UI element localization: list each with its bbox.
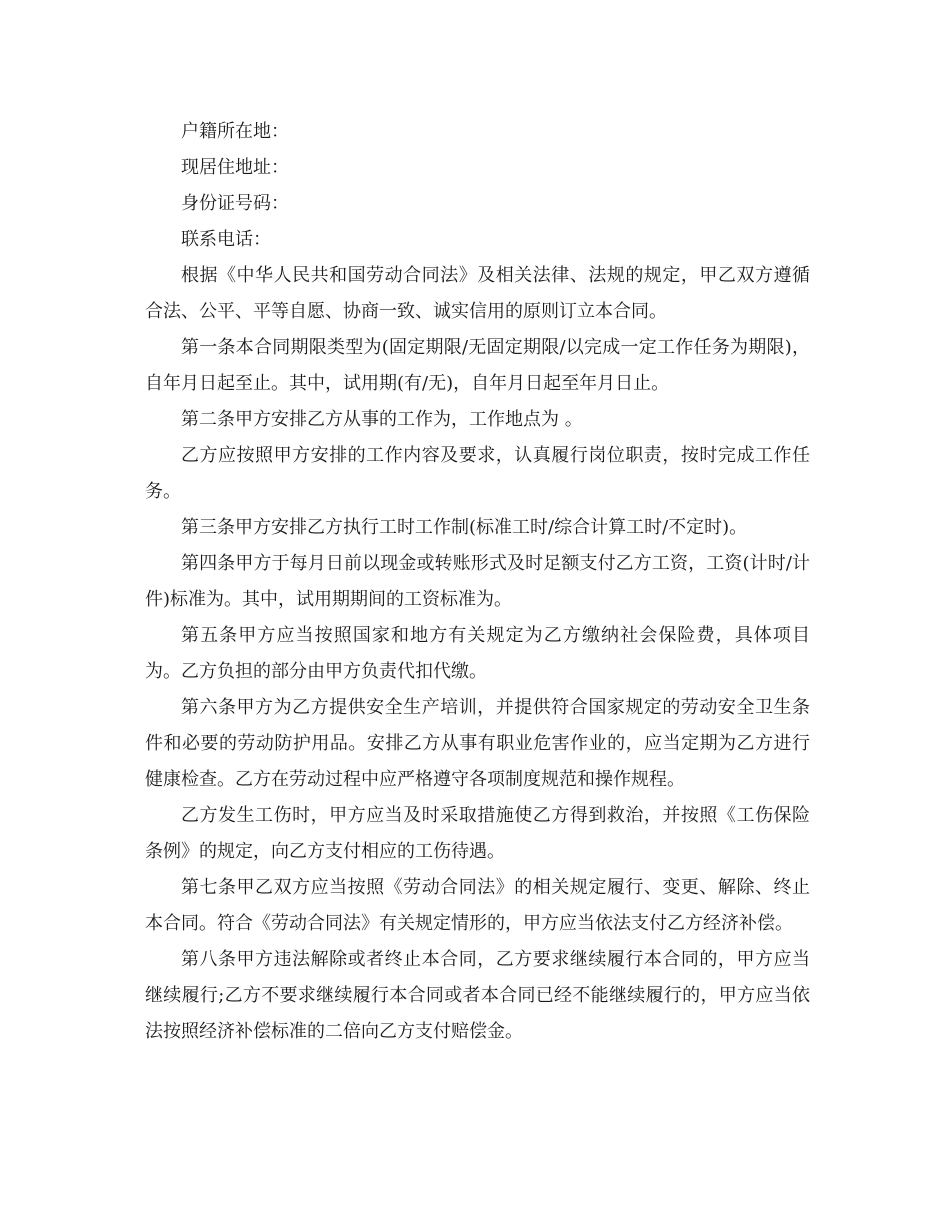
id-number-field: 身份证号码： <box>181 193 289 214</box>
article-2-duties-paragraph: 乙方应按照甲方安排的工作内容及要求，认真履行岗位职责，按时完成工作任务。 <box>145 445 810 502</box>
household-registration-field: 户籍所在地： <box>181 121 289 142</box>
contract-body <box>145 114 810 1050</box>
current-address-field: 现居住地址： <box>181 157 289 178</box>
article-1-paragraph: 第一条本合同期限类型为(固定期限/无固定期限/以完成一定工作任务为期限)，自年月日起至止。其中，试用期(有/无)，自年月日起至年月日止。 <box>145 337 810 394</box>
phone-field: 联系电话： <box>181 229 271 250</box>
article-8-paragraph: 第八条甲方违法解除或者终止本合同，乙方要求继续履行本合同的，甲方应当继续履行;乙方不要求继续履行本合同或者本合同已经不能继续履行的，甲方应当依法按照经济补偿标准的二倍向乙方支付赔偿金。 <box>145 949 810 1042</box>
article-5-paragraph: 第五条甲方应当按照国家和地方有关规定为乙方缴纳社会保险费，具体项目为。乙方负担的部分由甲方负责代扣代缴。 <box>145 625 810 682</box>
article-2-paragraph: 第二条甲方安排乙方从事的工作为，工作地点为 。 <box>181 409 583 430</box>
article-6-paragraph: 第六条甲方为乙方提供安全生产培训，并提供符合国家规定的劳动安全卫生条件和必要的劳动防护用品。安排乙方从事有职业危害作业的，应当定期为乙方进行健康检查。乙方在劳动过程中应严格遵守各项制度规范和操作规程。 <box>145 697 810 790</box>
article-7-paragraph: 第七条甲乙双方应当按照《劳动合同法》的相关规定履行、变更、解除、终止本合同。符合《劳动合同法》有关规定情形的，甲方应当依法支付乙方经济补偿。 <box>145 877 810 934</box>
article-3-paragraph: 第三条甲方安排乙方执行工时工作制(标准工时/综合计算工时/不定时)。 <box>181 517 748 538</box>
preamble-paragraph: 根据《中华人民共和国劳动合同法》及相关法律、法规的规定，甲乙双方遵循合法、公平、平等自愿、协商一致、诚实信用的原则订立本合同。 <box>145 265 810 322</box>
article-4-paragraph: 第四条甲方于每月日前以现金或转账形式及时足额支付乙方工资，工资(计时/计件)标准为。其中，试用期期间的工资标准为。 <box>145 553 810 610</box>
work-injury-paragraph: 乙方发生工伤时，甲方应当及时采取措施使乙方得到救治，并按照《工伤保险条例》的规定，向乙方支付相应的工伤待遇。 <box>145 805 810 862</box>
